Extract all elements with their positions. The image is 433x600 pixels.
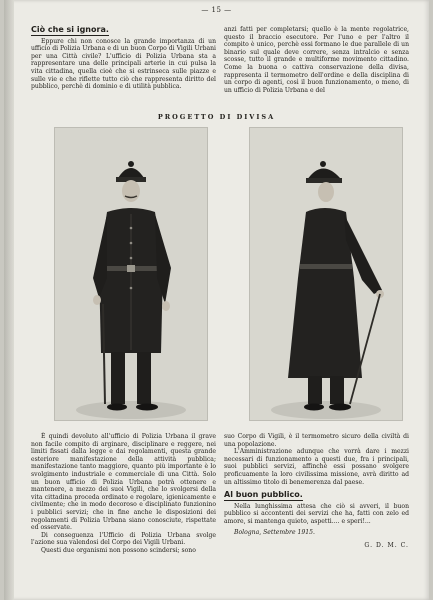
intro-paragraph: Eppure chi non conosce la grande importanza di un ufficio di Polizia Urbana e di un buon Corpo di Vigili Urbani per una Città civile? L'ufficio di Polizia Urbana sta a rappresentare una delle principali arterie in cui pulsa la vita cittadina, quella cioè che si estrinseca sulle piazze e sulle vie e che riflette tutto ciò che rappresenta diritto del pubblico, perchè di dominio e di utilità pubblica.: [31, 37, 216, 91]
body-continuation-paragraph: suo Corpo di Vigili, è il termometro sicuro della civiltà di una popolazione.: [224, 433, 409, 448]
uniform-side-photo: [249, 127, 403, 421]
administration-paragraph: L'Amministrazione adunque che vorrà dare i mezzi necessari di funzionamento a questi due, fra i principali, suoi pubblici servizi, affinchè essi possano svolgere proficuamente la loro civilissima missione, avrà diritto ad un altissimo titolo di benemerenza dal paese.: [224, 448, 409, 486]
section-heading-ignorance: Ciò che si ignora.: [31, 25, 109, 34]
public-paragraph: Nella lunghissima attesa che ciò si avveri, il buon pubblico si accontenti dei servizi che ha, fatti con zelo ed amore, si mantenga quieto, aspetti.... e speri!...: [224, 502, 409, 525]
officer-side-figure: [250, 128, 402, 420]
body-right-column: [224, 433, 409, 550]
body-paragraph-3: Questi due organismi non possono scindersi; sono: [41, 546, 196, 554]
magazine-page: [4, 0, 429, 600]
page-number: — 15 —: [201, 6, 232, 14]
body-paragraph-2: Di conseguenza l'Ufficio di Polizia Urbana svolge l'azione sua valendosi del Corpo dei Vigili Urbani.: [31, 531, 216, 547]
section-intro-right-column: [224, 26, 409, 94]
figure-title: PROGETTO DI DIVISA: [157, 113, 276, 121]
section-heading-public: Al buon pubblico.: [224, 490, 303, 500]
uniform-front-photo: [54, 127, 208, 421]
body-left-column: [31, 433, 216, 555]
officer-front-figure: [55, 128, 207, 420]
intro-continuation-paragraph: anzi fatti per completarsi; quello è la mente regolatrice, questo il braccio esecutore. Per l'uno e per l'altro il compito è unico, perchè essi formano le due parallele di un binario sul quale deve correre, senza intralcio e senza scosse, tutto il grande e multiforme movimento cittadino. Come la buona o cattiva conservazione della divisa, rappresenta il termometro dell'ordine e della disciplina di un corpo di agenti, così il buon funzionamento, o meno, di un ufficio di Polizia Urbana e del: [224, 26, 409, 94]
author-initials: G. D. M. C.: [364, 542, 409, 550]
section-intro-left-column: [31, 26, 216, 91]
page-binding-shadow: [4, 0, 14, 600]
dateline: Bologna, Settembre 1915.: [234, 528, 315, 536]
body-paragraph-1: È quindi devoluto all'ufficio di Polizia Urbana il grave non facile compito di arginare, disciplinare e reggere, nei limiti fissati dalla legge e dai regolamenti, questa grande esteriore manifestazione della attività pubblica; manifestazione tanto maggiore, quanto più importante è lo svolgimento industriale e commerciale di una Città. Solo un buon ufficio di Polizia Urbana potrà ottenere e mantenere, a mezzo dei suoi Vigili, che lo svolgersi della vita cittadina proceda ordinato e regolare, igienicamente e civilmente; che in modo decoroso e disciplinato funzionino i pubblici servizi; che in fine anche le disposizioni dei regolamenti di Polizia Urbana siano conosciute, rispettate ed osservate.: [31, 433, 216, 532]
